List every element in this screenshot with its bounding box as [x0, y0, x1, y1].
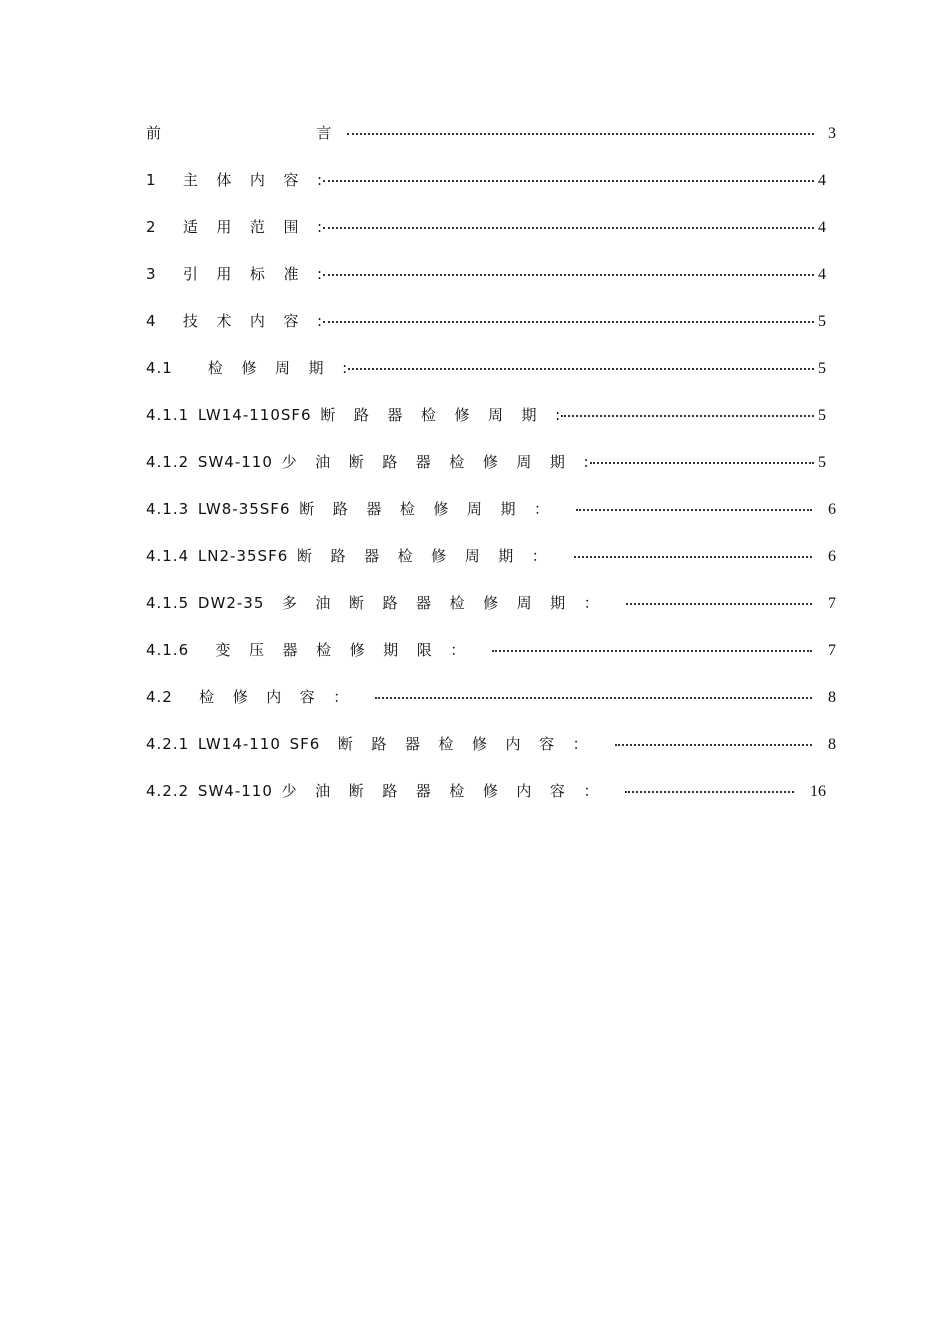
toc-page-number: 5 — [818, 313, 826, 330]
toc-page-number: 8 — [828, 736, 836, 753]
toc-leader-dots — [561, 401, 814, 417]
toc-entry-label: 4.1.3 LW8-35SF6 断 路 器 检 修 周 期 ： — [146, 500, 551, 518]
toc-entry-label: 4.1.1 LW14-110SF6 断 路 器 检 修 周 期 : — [146, 406, 562, 424]
toc-page-number: 5 — [818, 407, 826, 424]
toc-leader-dots — [576, 495, 812, 511]
toc-entry-label: 4.2 检 修 内 容 ： — [146, 688, 350, 706]
toc-page-number: 4 — [818, 266, 826, 283]
toc-page-number: 3 — [828, 125, 836, 142]
toc-entry-label: 前 言 — [146, 124, 332, 142]
toc-entry-4-1-5[interactable] — [146, 588, 836, 635]
toc-page-number: 6 — [828, 548, 836, 565]
toc-entry-1[interactable] — [146, 165, 836, 212]
toc-entry-4-2-2[interactable] — [146, 776, 836, 823]
toc-entry-label: 1 主 体 内 容 : — [146, 171, 324, 189]
toc-entry-4[interactable] — [146, 306, 836, 353]
toc-entry-2[interactable] — [146, 212, 836, 259]
toc-entry-label: 4.1.2 SW4-110 少 油 断 路 器 检 修 周 期 : — [146, 453, 590, 471]
toc-page-number: 4 — [818, 172, 826, 189]
toc-entry-label: 3 引 用 标 准 : — [146, 265, 324, 283]
toc-page-number: 6 — [828, 501, 836, 518]
toc-entry-4-1-6[interactable] — [146, 635, 836, 682]
toc-page-number: 5 — [818, 360, 826, 377]
toc-page-number: 4 — [818, 219, 826, 236]
toc-entry-label: 2 适 用 范 围 : — [146, 218, 324, 236]
toc-page-number: 5 — [818, 454, 826, 471]
toc-leader-dots — [323, 166, 814, 182]
toc-entry-label: 4.2.2 SW4-110 少 油 断 路 器 检 修 内 容 ： — [146, 782, 600, 800]
toc-leader-dots — [323, 213, 814, 229]
toc-leader-dots — [323, 260, 814, 276]
toc-leader-dots — [615, 730, 812, 746]
toc-leader-dots — [375, 683, 812, 699]
toc-page-number: 7 — [828, 642, 836, 659]
toc-entry-4-1[interactable] — [146, 353, 836, 400]
toc-entry-4-2-1[interactable] — [146, 729, 836, 776]
toc-leader-dots — [574, 542, 812, 558]
toc-entry-label: 4 技 术 内 容 : — [146, 312, 324, 330]
toc-leader-dots — [323, 307, 814, 323]
toc-leader-dots — [492, 636, 812, 652]
toc-entry-4-1-1[interactable] — [146, 400, 836, 447]
toc-entry-4-1-4[interactable] — [146, 541, 836, 588]
toc-entry-4-2[interactable] — [146, 682, 836, 729]
toc-page-number: 7 — [828, 595, 836, 612]
toc-entry-label: 4.1.4 LN2-35SF6 断 路 器 检 修 周 期 ： — [146, 547, 548, 565]
toc-entry-4-1-3[interactable] — [146, 494, 836, 541]
toc-leader-dots — [590, 448, 814, 464]
toc-leader-dots — [625, 777, 794, 793]
toc-leader-dots — [347, 119, 814, 135]
toc-leader-dots — [348, 354, 814, 370]
toc-page-number: 8 — [828, 689, 836, 706]
toc-entry-preface[interactable] — [146, 118, 836, 165]
table-of-contents — [146, 118, 836, 823]
toc-entry-4-1-2[interactable] — [146, 447, 836, 494]
toc-entry-label: 4.1.6 变 压 器 检 修 期 限 ： — [146, 641, 467, 659]
toc-entry-3[interactable] — [146, 259, 836, 306]
toc-entry-label: 4.2.1 LW14-110 SF6 断 路 器 检 修 内 容 ： — [146, 735, 589, 753]
toc-leader-dots — [626, 589, 812, 605]
toc-entry-label: 4.1 检 修 周 期 : — [146, 359, 349, 377]
toc-entry-label: 4.1.5 DW2-35 多 油 断 路 器 检 修 周 期 ： — [146, 594, 600, 612]
toc-page-number: 16 — [810, 783, 826, 800]
